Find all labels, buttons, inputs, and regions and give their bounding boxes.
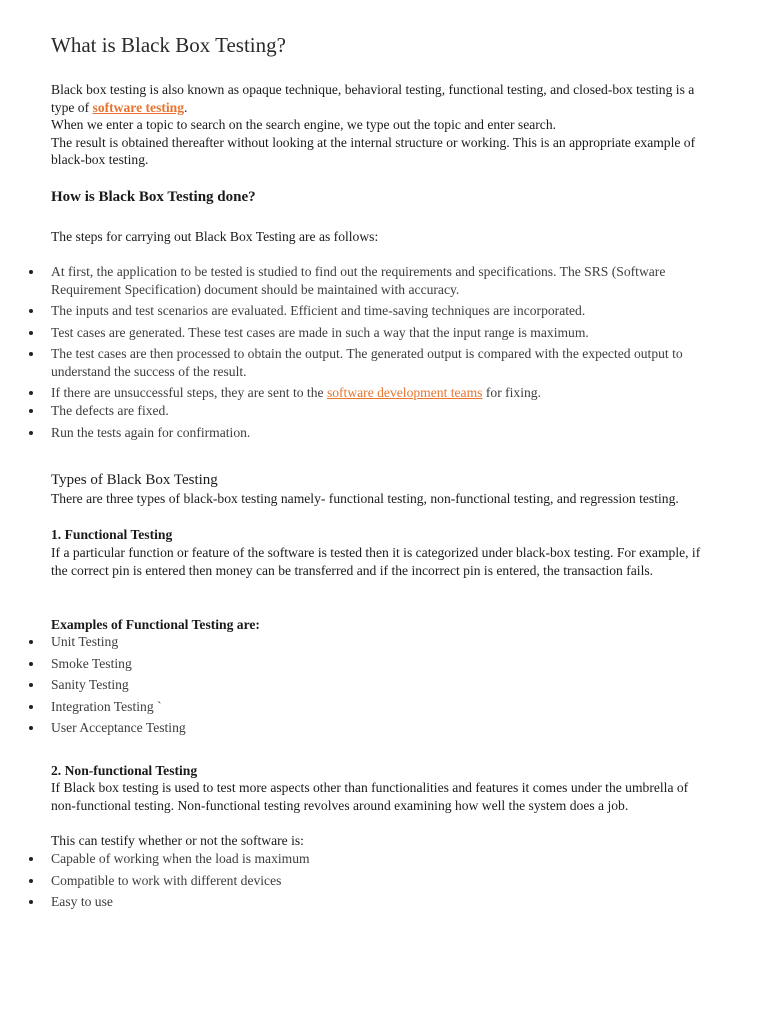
software-testing-link[interactable]: software testing xyxy=(92,99,185,115)
list-item: Smoke Testing xyxy=(0,655,720,673)
how-lead: The steps for carrying out Black Box Testing are as follows: xyxy=(51,229,379,244)
bullet-icon xyxy=(29,640,33,644)
how-heading: How is Black Box Testing done? xyxy=(51,189,256,205)
list-item: The inputs and test scenarios are evaluated. Efficient and time-saving techniques are incorporated. xyxy=(0,302,720,320)
bullet-icon xyxy=(29,352,33,356)
list-item: Compatible to work with different devices xyxy=(0,872,720,890)
bullet-icon xyxy=(29,309,33,313)
list-item: User Acceptance Testing xyxy=(0,719,720,737)
bullet-icon xyxy=(29,900,33,904)
list-item: The defects are fixed. xyxy=(0,402,720,420)
bullet-icon xyxy=(29,270,33,274)
nonfunctional-lead: This can testify whether or not the software is: xyxy=(51,833,304,848)
bullet-icon xyxy=(29,857,33,861)
list-item: Test cases are generated. These test cases are made in such a way that the input range is maximum. xyxy=(0,324,720,342)
intro-punct: . xyxy=(184,99,188,115)
list-item: If there are unsuccessful steps, they are sent to the software development teams for fixing. xyxy=(0,384,720,402)
intro-line-2: When we enter a topic to search on the search engine, we type out the topic and enter search. xyxy=(51,117,557,132)
bullet-icon xyxy=(29,409,33,413)
nonfunctional-text: If Black box testing is used to test more aspects other than functionalities and features it comes under the umbrella of non-functional testing. Non-functional testing revolves around examining how well the system does a job. xyxy=(51,780,689,813)
list-item: Unit Testing xyxy=(0,633,720,651)
types-lead: There are three types of black-box testing namely- functional testing, non-functional testing, and regression testing. xyxy=(51,491,679,506)
bullet-icon xyxy=(29,431,33,435)
bullet-icon xyxy=(29,662,33,666)
types-heading: Types of Black Box Testing xyxy=(51,472,218,488)
intro-text: Black box testing is also known as opaque technique, behavioral testing, functional testing, and closed-box testing is a type of xyxy=(51,82,695,115)
nonfunctional-heading: 2. Non-functional Testing xyxy=(51,763,198,778)
list-item: The test cases are then processed to obtain the output. The generated output is compared with the expected output to understand the success of the result. xyxy=(0,345,720,380)
list-item: Capable of working when the load is maximum xyxy=(0,850,720,868)
list-item: At first, the application to be tested is studied to find out the requirements and specifications. The SRS (Software Requirement Specification) document should be maintained with accuracy. xyxy=(0,263,720,298)
list-item: Run the tests again for confirmation. xyxy=(0,424,720,442)
functional-examples-heading: Examples of Functional Testing are: xyxy=(51,617,260,632)
bullet-icon xyxy=(29,879,33,883)
list-item: Integration Testing ` xyxy=(0,698,720,716)
bullet-icon xyxy=(29,705,33,709)
steps-list xyxy=(0,263,720,442)
intro-line-3: The result is obtained thereafter without looking at the internal structure or working. This is an appropriate example of black-box testing. xyxy=(51,134,696,167)
functional-examples-list xyxy=(0,633,720,737)
page-title: What is Black Box Testing? xyxy=(51,33,286,57)
software-development-teams-link[interactable]: software development teams xyxy=(326,385,483,400)
intro-paragraph xyxy=(51,81,711,169)
bullet-icon xyxy=(29,391,33,395)
nonfunctional-list xyxy=(0,850,720,911)
list-item: Sanity Testing xyxy=(0,676,720,694)
bullet-icon xyxy=(29,683,33,687)
list-item: Easy to use xyxy=(0,893,720,911)
bullet-icon xyxy=(29,331,33,335)
functional-heading: 1. Functional Testing xyxy=(51,527,173,542)
functional-text: If a particular function or feature of the software is tested then it is categorized under black-box testing. For example, if the correct pin is entered then money can be transferred and if the incorrect pin is entered, the transaction fails. xyxy=(51,545,701,578)
bullet-icon xyxy=(29,726,33,730)
